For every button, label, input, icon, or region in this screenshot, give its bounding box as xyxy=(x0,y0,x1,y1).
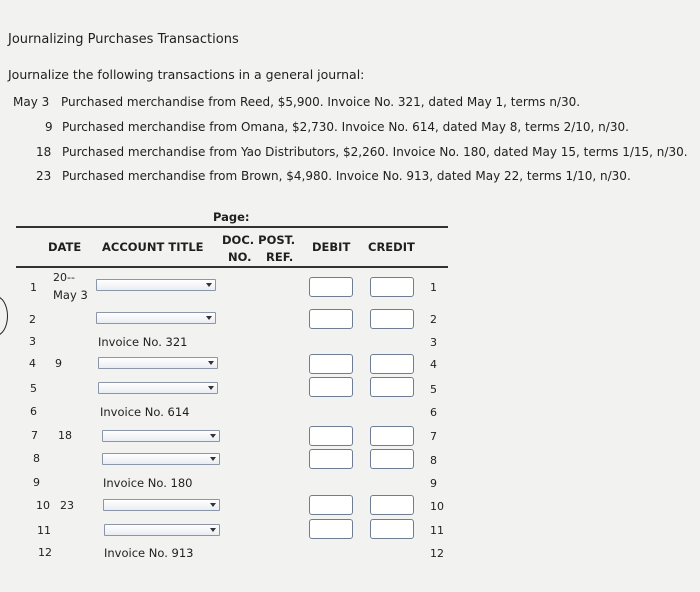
account-title-header: ACCOUNT TITLE xyxy=(102,240,204,254)
transaction-date: 23 xyxy=(36,169,52,183)
date-day: 18 xyxy=(58,429,72,442)
line-number: 2 xyxy=(29,313,36,326)
line-number: 11 xyxy=(37,524,51,537)
line-number: 4 xyxy=(29,357,36,370)
chevron-down-icon xyxy=(206,316,212,320)
account-title-select[interactable] xyxy=(96,279,216,291)
account-title-select[interactable] xyxy=(96,312,216,324)
invoice-memo: Invoice No. 321 xyxy=(98,335,188,349)
line-number-right: 3 xyxy=(430,336,437,349)
credit-input[interactable] xyxy=(370,277,414,297)
invoice-memo: Invoice No. 180 xyxy=(103,476,193,490)
account-title-select[interactable] xyxy=(98,357,218,369)
credit-input[interactable] xyxy=(370,309,414,329)
line-number-right: 6 xyxy=(430,406,437,419)
chevron-down-icon xyxy=(210,457,216,461)
date-month: May 3 xyxy=(53,288,88,302)
transaction-text: Purchased merchandise from Reed, $5,900. Invoice No. 321, dated May 1, terms n/30. xyxy=(61,95,581,109)
credit-input[interactable] xyxy=(370,495,414,515)
transaction-date: 18 xyxy=(36,145,52,159)
line-number: 7 xyxy=(31,429,38,442)
line-number-right: 7 xyxy=(430,430,437,443)
debit-input[interactable] xyxy=(309,277,353,297)
line-number-right: 9 xyxy=(430,477,437,490)
header-rule xyxy=(16,266,448,268)
page-label: Page: xyxy=(213,210,250,224)
date-header: DATE xyxy=(48,240,82,254)
transaction-date: 9 xyxy=(45,120,53,134)
line-number-right: 10 xyxy=(430,500,444,513)
line-number-right: 8 xyxy=(430,454,437,467)
invoice-memo: Invoice No. 913 xyxy=(104,546,194,560)
year-label: 20-- xyxy=(53,271,75,284)
debit-input[interactable] xyxy=(309,426,353,446)
line-number: 5 xyxy=(30,382,37,395)
doc-post-header: DOC. POST. xyxy=(222,233,296,247)
line-number-right: 12 xyxy=(430,547,444,560)
date-day: 23 xyxy=(60,499,74,512)
debit-input[interactable] xyxy=(309,495,353,515)
header-rule xyxy=(16,226,448,228)
debit-input[interactable] xyxy=(309,449,353,469)
credit-input[interactable] xyxy=(370,519,414,539)
transaction-text: Purchased merchandise from Omana, $2,730. Invoice No. 614, dated May 8, terms 2/10, n/30. xyxy=(62,120,629,134)
line-number: 9 xyxy=(33,476,40,489)
credit-input[interactable] xyxy=(370,426,414,446)
transaction-text: Purchased merchandise from Brown, $4,980. Invoice No. 913, dated May 22, terms 1/10, n/30. xyxy=(62,169,631,183)
page-title: Journalizing Purchases Transactions xyxy=(8,32,239,47)
debit-input[interactable] xyxy=(309,309,353,329)
line-number: 12 xyxy=(38,546,52,559)
credit-input[interactable] xyxy=(370,354,414,374)
account-title-select[interactable] xyxy=(102,453,220,465)
doc-no-header: NO. xyxy=(228,250,252,264)
debit-header: DEBIT xyxy=(312,240,351,254)
chevron-down-icon xyxy=(206,283,212,287)
chevron-down-icon xyxy=(210,528,216,532)
line-number-right: 4 xyxy=(430,358,437,371)
line-number: 8 xyxy=(33,452,40,465)
transaction-date: May 3 xyxy=(13,95,50,109)
chevron-down-icon xyxy=(208,361,214,365)
chevron-down-icon xyxy=(210,503,216,507)
line-number-right: 5 xyxy=(430,383,437,396)
debit-input[interactable] xyxy=(309,519,353,539)
page-edge-curve xyxy=(0,296,8,336)
debit-input[interactable] xyxy=(309,377,353,397)
credit-input[interactable] xyxy=(370,377,414,397)
invoice-memo: Invoice No. 614 xyxy=(100,405,190,419)
line-number-right: 2 xyxy=(430,313,437,326)
date-day: 9 xyxy=(55,357,62,370)
line-number-right: 1 xyxy=(430,281,437,294)
account-title-select[interactable] xyxy=(98,382,218,394)
line-number-right: 11 xyxy=(430,524,444,537)
debit-input[interactable] xyxy=(309,354,353,374)
chevron-down-icon xyxy=(208,386,214,390)
line-number: 6 xyxy=(30,405,37,418)
post-ref-header: REF. xyxy=(266,250,294,264)
instructions: Journalize the following transactions in a general journal: xyxy=(8,67,365,82)
account-title-select[interactable] xyxy=(102,430,220,442)
account-title-select[interactable] xyxy=(104,524,220,536)
transaction-text: Purchased merchandise from Yao Distributors, $2,260. Invoice No. 180, dated May 15, terms 1/15, n/30. xyxy=(62,145,688,159)
account-title-select[interactable] xyxy=(103,499,220,511)
credit-header: CREDIT xyxy=(368,240,415,254)
credit-input[interactable] xyxy=(370,449,414,469)
line-number: 3 xyxy=(29,335,36,348)
line-number: 1 xyxy=(30,281,37,294)
line-number: 10 xyxy=(36,499,50,512)
chevron-down-icon xyxy=(210,434,216,438)
